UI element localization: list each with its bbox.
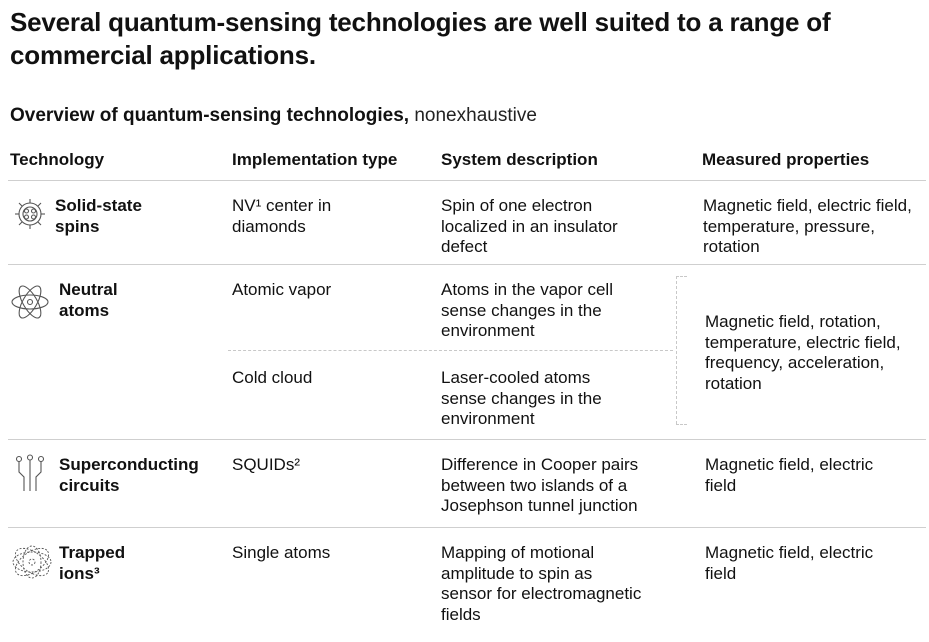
implementation-nv-center [232,196,331,237]
cell-line: Magnetic field, rotation, [705,312,881,331]
cell-line: SQUIDs² [232,455,300,474]
cell-line: Josephson tunnel junction [441,496,638,515]
bracket-line [676,276,677,424]
cell-line: Laser-cooled atoms [441,368,591,387]
tech-superconducting-circuits [59,455,199,496]
cell-line: field [705,475,737,495]
tech-label-line: Neutral [59,280,118,299]
measured-solid-state [703,196,912,258]
cell-line: amplitude to spin as [441,563,593,583]
description-trapped-ions [441,543,641,625]
implementation-cold-cloud [232,368,312,389]
description-solid-state [441,196,618,258]
row-divider [8,264,926,265]
tech-label-line: circuits [59,475,120,495]
tech-solid-state-spins [55,196,142,237]
implementation-squids [232,455,300,476]
solid-state-spin-icon [12,196,48,232]
cell-line: sense changes in the [441,388,602,408]
header-measured-properties: Measured properties [702,150,870,169]
cell-line: Difference in Cooper pairs [441,455,639,474]
table-subtitle [10,104,537,128]
trapped-ion-icon [11,542,53,582]
measured-trapped-ions [705,543,873,584]
cell-line: Spin of one electron [441,196,593,215]
cell-line: field [705,563,737,583]
cell-line: temperature, pressure, [703,216,875,236]
description-superconducting [441,455,638,517]
header-system-description: System description [441,150,598,169]
tech-label-line: Solid-state [55,196,142,215]
subtitle-qualifier: nonexhaustive [414,105,537,126]
cell-line: Magnetic field, electric [705,543,874,562]
tech-label-line: ions³ [59,563,100,583]
circuit-icon [14,454,46,492]
cell-line: localized in an insulator [441,216,618,236]
bracket-top [676,276,687,277]
measured-superconducting [705,455,873,496]
cell-line: Cold cloud [232,368,313,387]
implementation-single-atoms [232,543,330,564]
measured-neutral-atoms [705,312,901,394]
cell-line: Mapping of motional [441,543,595,562]
cell-line: NV¹ center in [232,196,332,215]
implementation-atomic-vapor [232,280,331,301]
tech-label-line: Trapped [59,543,126,562]
cell-line: defect [441,237,488,256]
bracket-bottom [676,424,687,425]
tech-trapped-ions [59,543,125,584]
atom-icon [10,282,50,322]
page-title: Several quantum-sensing technologies are well suited to a range of commercial applications. [10,7,831,70]
cell-line: environment [441,321,535,340]
header-technology: Technology [10,150,105,169]
cell-line: rotation [703,237,760,256]
cell-line: Magnetic field, electric [705,455,874,474]
cell-line: between two islands of a [441,475,628,495]
cell-line: Atomic vapor [232,280,332,299]
description-atomic-vapor [441,280,613,342]
row-divider [8,439,926,440]
tech-label-line: Superconducting [59,455,199,474]
cell-line: rotation [705,373,762,393]
cell-line: sense changes in the [441,300,602,320]
tech-neutral-atoms [59,280,118,321]
cell-line: environment [441,409,535,428]
cell-line: diamonds [232,216,306,236]
cell-line: fields [441,604,481,624]
cell-line: Magnetic field, electric field, [703,196,912,215]
tech-label-line: atoms [59,300,110,320]
row-divider [8,527,926,528]
description-cold-cloud [441,368,602,430]
cell-line: Atoms in the vapor cell [441,280,613,299]
subrow-divider [228,350,673,351]
tech-label-line: spins [55,216,100,236]
subtitle-main: Overview of quantum-sensing technologies, [10,105,410,126]
cell-line: frequency, acceleration, [705,353,885,372]
cell-line: Single atoms [232,543,331,562]
cell-line: temperature, electric field, [705,332,901,352]
cell-line: sensor for electromagnetic [441,584,642,603]
header-divider [8,180,926,181]
header-implementation-type: Implementation type [232,150,398,169]
